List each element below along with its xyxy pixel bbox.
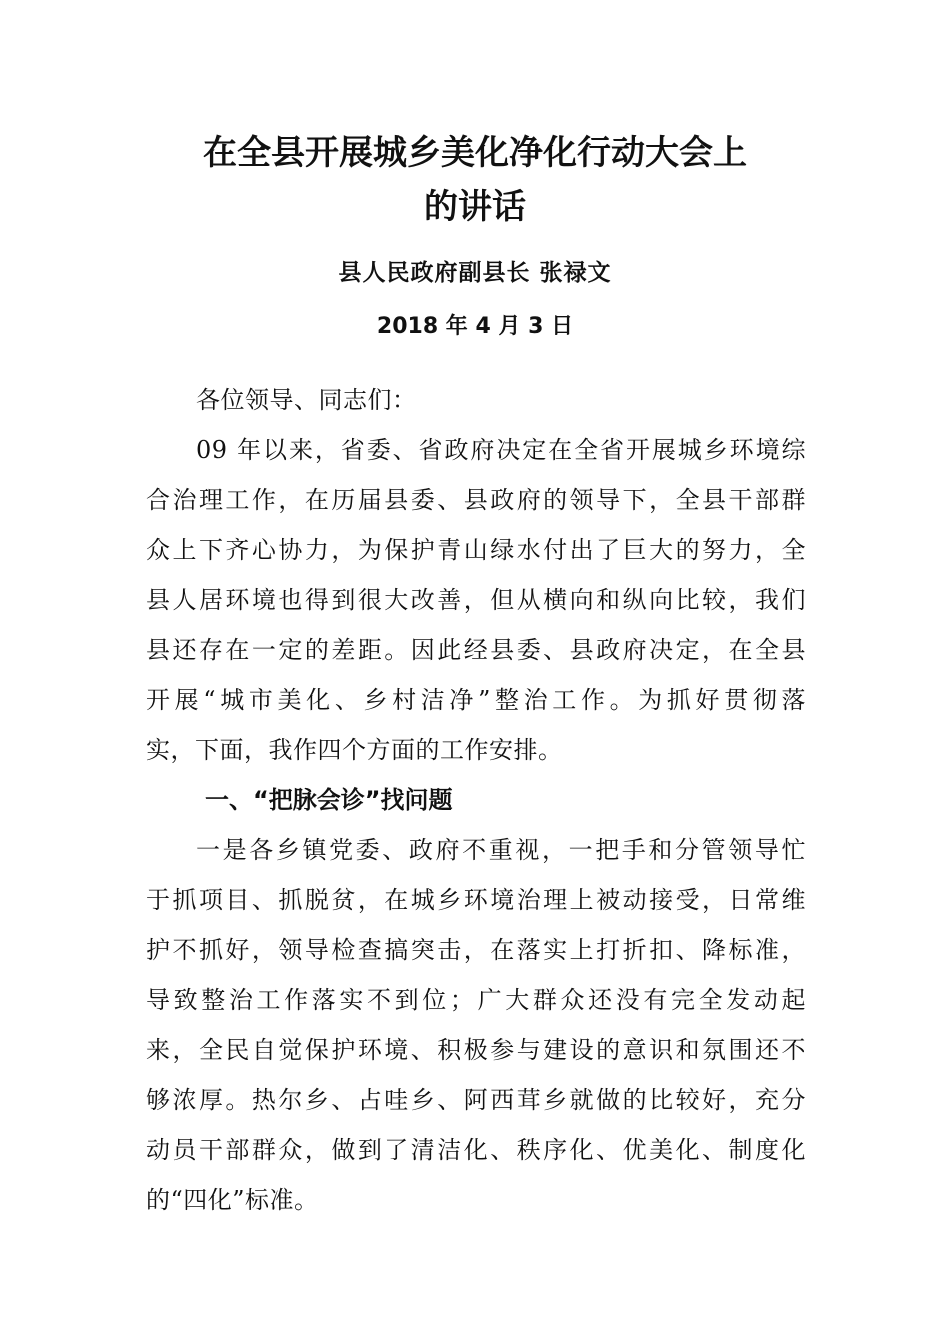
- paragraph-line: 的“四化”标准。: [146, 1186, 319, 1214]
- paragraph-line: 09 年以来，省委、省政府决定在全省开展城乡环境综: [196, 436, 806, 464]
- paragraph-line: 合治理工作，在历届县委、县政府的领导下，全县干部群: [146, 486, 806, 514]
- paragraph-line: 众上下齐心协力，为保护青山绿水付出了巨大的努力，全: [146, 536, 806, 564]
- date-line: 2018 年 4 月 3 日: [376, 314, 574, 339]
- paragraph-line: 动员干部群众，做到了清洁化、秩序化、优美化、制度化: [146, 1136, 806, 1164]
- paragraph-line: 够浓厚。热尔乡、占哇乡、阿西茸乡就做的比较好，充分: [146, 1086, 806, 1114]
- paragraph-line: 导致整治工作落实不到位；广大群众还没有完全发动起: [146, 986, 806, 1014]
- section-heading: 一、“把脉会诊”找问题: [205, 786, 453, 814]
- paragraph-line: 来，全民自觉保护环境、积极参与建设的意识和氛围还不: [146, 1036, 806, 1064]
- paragraph-line: 开展“城市美化、乡村洁净”整治工作。为抓好贯彻落: [146, 686, 806, 714]
- paragraph-line: 实，下面，我作四个方面的工作安排。: [146, 736, 563, 764]
- salutation: 各位领导、同志们：: [196, 386, 417, 414]
- document-title-line-2: 的讲话: [424, 187, 526, 227]
- paragraph-line: 于抓项目、抓脱贫，在城乡环境治理上被动接受，日常维: [146, 886, 806, 914]
- paragraph-line: 县人居环境也得到很大改善，但从横向和纵向比较，我们: [146, 586, 806, 614]
- document-title-line-1: 在全县开展城乡美化净化行动大会上: [203, 133, 747, 173]
- paragraph-line: 护不抓好，领导检查搞突击，在落实上打折扣、降标准，: [146, 936, 806, 964]
- paragraph-line: 一是各乡镇党委、政府不重视，一把手和分管领导忙: [196, 836, 806, 864]
- author-line: 县人民政府副县长 张禄文: [338, 259, 612, 286]
- paragraph-line: 县还存在一定的差距。因此经县委、县政府决定，在全县: [146, 636, 806, 664]
